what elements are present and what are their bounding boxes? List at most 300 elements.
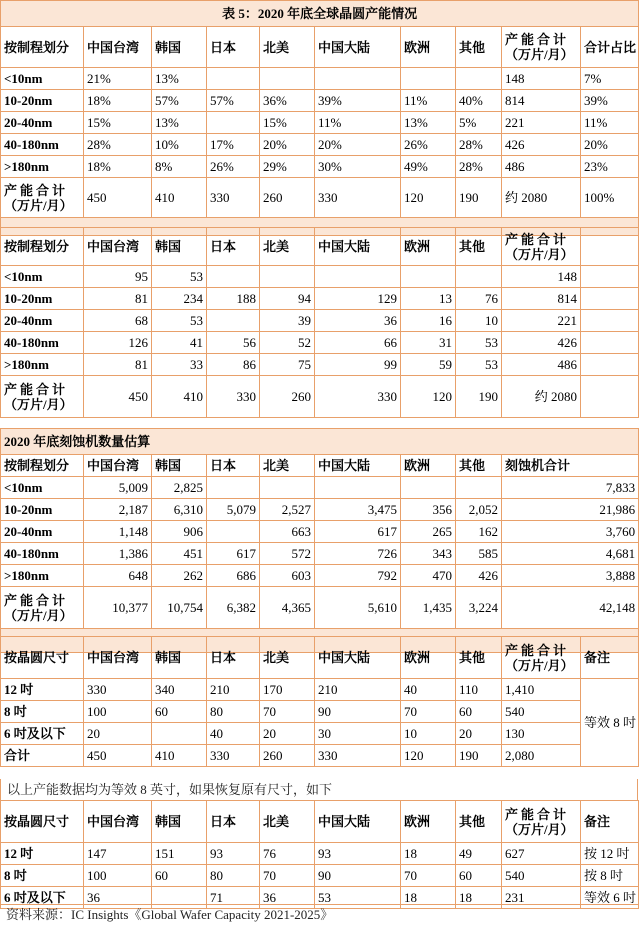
row-label: 6 吋及以下	[1, 887, 84, 909]
data-cell	[401, 68, 456, 90]
col-header-region: 北美	[260, 228, 315, 266]
data-cell: 170	[260, 679, 315, 701]
row-label: 8 吋	[1, 701, 84, 723]
data-cell: 3,475	[315, 499, 401, 521]
table5-body	[1, 843, 639, 909]
data-cell: 20	[84, 723, 152, 745]
col-header-note: 备注	[581, 637, 639, 679]
data-cell: 29%	[260, 156, 315, 178]
data-cell: 234	[152, 288, 207, 310]
source-note: 资料来源：IC Insights《Global Wafer Capacity 2021-2025》	[0, 904, 638, 924]
data-cell: 60	[456, 865, 502, 887]
share-cell: 20%	[581, 134, 639, 156]
data-cell	[260, 266, 315, 288]
data-cell: 40	[207, 723, 260, 745]
data-cell: 663	[260, 521, 315, 543]
header-line: （万片/月）	[505, 246, 574, 262]
data-cell	[207, 310, 260, 332]
note-cell: 等效 8 吋	[581, 679, 639, 767]
data-cell: 60	[152, 865, 207, 887]
row-label: 20-40nm	[1, 521, 84, 543]
col-header-region: 中国大陆	[315, 27, 401, 68]
col-header-region: 日本	[207, 455, 260, 477]
data-cell: 260	[260, 745, 315, 767]
data-cell: 8%	[152, 156, 207, 178]
data-cell: 603	[260, 565, 315, 587]
data-cell: 190	[456, 745, 502, 767]
total-cell: 231	[502, 887, 581, 909]
sum-cell: 330	[207, 376, 260, 418]
sum-cell: 260	[260, 178, 315, 218]
data-cell: 10	[401, 723, 456, 745]
sum-cell: 1,435	[401, 587, 456, 629]
data-cell	[152, 723, 207, 745]
share-cell: 23%	[581, 156, 639, 178]
row-label: >180nm	[1, 565, 84, 587]
sum-cell: 4,365	[260, 587, 315, 629]
col-header-region: 欧洲	[401, 455, 456, 477]
data-cell: 76	[260, 843, 315, 865]
data-cell	[207, 521, 260, 543]
data-cell: 10%	[152, 134, 207, 156]
row-label: 12 吋	[1, 679, 84, 701]
sum-cell: 6,382	[207, 587, 260, 629]
total-cell: 148	[502, 68, 581, 90]
empty-cell	[581, 288, 639, 310]
table-row	[1, 679, 639, 701]
data-cell: 426	[456, 565, 502, 587]
data-cell: 70	[260, 701, 315, 723]
data-cell: 210	[315, 679, 401, 701]
data-cell: 18%	[84, 90, 152, 112]
data-cell: 76	[456, 288, 502, 310]
data-cell: 15%	[84, 112, 152, 134]
header-line: 产能合计	[505, 806, 570, 822]
data-cell: 53	[152, 266, 207, 288]
conversion-note: 以上产能数据均为等效 8 英寸，如果恢复原有尺寸，如下	[0, 779, 638, 800]
data-cell	[207, 68, 260, 90]
data-cell: 81	[84, 354, 152, 376]
data-cell: 262	[152, 565, 207, 587]
empty-cell	[581, 376, 639, 418]
col-header-region: 中国台湾	[84, 455, 152, 477]
sum-cell: 410	[152, 376, 207, 418]
data-cell: 100	[84, 701, 152, 723]
table-row	[1, 701, 639, 723]
col-header-total	[502, 228, 581, 266]
table-row	[1, 266, 639, 288]
col-header-region: 中国大陆	[315, 637, 401, 679]
data-cell: 40%	[456, 90, 502, 112]
col-header-region: 中国大陆	[315, 455, 401, 477]
row-label: 10-20nm	[1, 90, 84, 112]
row-label: >180nm	[1, 156, 84, 178]
sum-row	[1, 587, 639, 629]
table-row	[1, 865, 639, 887]
data-cell: 30%	[315, 156, 401, 178]
data-cell: 11%	[315, 112, 401, 134]
table1-body	[1, 68, 639, 236]
data-cell: 572	[260, 543, 315, 565]
col-header-region: 其他	[456, 455, 502, 477]
wafer-size-table	[0, 636, 639, 767]
col-header-region: 日本	[207, 27, 260, 68]
data-cell: 100	[84, 865, 152, 887]
row-label: 12 吋	[1, 843, 84, 865]
row-label: <10nm	[1, 68, 84, 90]
col-header-region: 韩国	[152, 455, 207, 477]
data-cell	[260, 68, 315, 90]
table-row	[1, 499, 639, 521]
col-header-region: 北美	[260, 455, 315, 477]
header-line: 产能合计	[505, 32, 570, 47]
col-header-region: 欧洲	[401, 228, 456, 266]
data-cell: 36	[84, 887, 152, 909]
data-cell: 95	[84, 266, 152, 288]
data-cell	[207, 477, 260, 499]
data-cell: 13%	[401, 112, 456, 134]
sum-row	[1, 178, 639, 218]
total-cell: 814	[502, 288, 581, 310]
data-cell: 53	[152, 310, 207, 332]
data-cell: 2,187	[84, 499, 152, 521]
header-line: （万片/月）	[505, 657, 574, 673]
data-cell: 60	[152, 701, 207, 723]
sum-label-line: （万片/月）	[4, 197, 73, 213]
data-cell: 585	[456, 543, 502, 565]
data-cell	[456, 68, 502, 90]
total-cell: 540	[502, 865, 581, 887]
data-cell: 94	[260, 288, 315, 310]
col-header-total	[502, 801, 581, 843]
data-cell	[207, 266, 260, 288]
data-cell: 57%	[152, 90, 207, 112]
total-cell: 426	[502, 332, 581, 354]
data-cell: 18	[456, 887, 502, 909]
data-cell: 70	[260, 865, 315, 887]
note-cell: 按 12 吋	[581, 843, 639, 865]
total-cell: 627	[502, 843, 581, 865]
table-row	[1, 354, 639, 376]
sum-cell: 5,610	[315, 587, 401, 629]
sum-cell: 10,377	[84, 587, 152, 629]
table4-body	[1, 679, 639, 767]
total-cell: 221	[502, 310, 581, 332]
data-cell: 39%	[315, 90, 401, 112]
row-label: 10-20nm	[1, 499, 84, 521]
col-header-region: 中国台湾	[84, 637, 152, 679]
data-cell: 648	[84, 565, 152, 587]
row-label: 8 吋	[1, 865, 84, 887]
data-cell	[401, 477, 456, 499]
data-cell: 31	[401, 332, 456, 354]
empty-cell	[581, 332, 639, 354]
data-cell: 13	[401, 288, 456, 310]
total-cell: 426	[502, 134, 581, 156]
sum-cell: 120	[401, 376, 456, 418]
header-line: （万片/月）	[505, 47, 574, 62]
data-cell: 451	[152, 543, 207, 565]
sum-cell: 260	[260, 376, 315, 418]
data-cell: 5,009	[84, 477, 152, 499]
data-cell: 75	[260, 354, 315, 376]
table-row	[1, 134, 639, 156]
col-header-region: 韩国	[152, 637, 207, 679]
data-cell: 16	[401, 310, 456, 332]
data-cell: 120	[401, 745, 456, 767]
data-cell: 40	[401, 679, 456, 701]
col-header-share: 合计占比	[581, 27, 639, 68]
data-cell: 151	[152, 843, 207, 865]
header-line: 产能合计	[505, 231, 570, 247]
table-row	[1, 521, 639, 543]
sum-total-cell: 约 2080	[502, 376, 581, 418]
data-cell: 20	[456, 723, 502, 745]
table-title: 表 5：2020 年底全球晶圆产能情况	[1, 1, 639, 27]
col-header-region: 欧洲	[401, 27, 456, 68]
header-line: 产能合计	[505, 642, 570, 658]
col-header-region: 北美	[260, 801, 315, 843]
col-header-region: 欧洲	[401, 637, 456, 679]
row-label-sum	[1, 587, 84, 629]
data-cell: 39	[260, 310, 315, 332]
share-cell: 7%	[581, 68, 639, 90]
empty-cell	[581, 228, 639, 266]
data-cell	[260, 477, 315, 499]
data-cell: 330	[84, 679, 152, 701]
total-cell: 130	[502, 723, 581, 745]
data-cell: 17%	[207, 134, 260, 156]
col-header-region: 中国台湾	[84, 27, 152, 68]
data-cell: 21%	[84, 68, 152, 90]
sum-label-line: 产能合计	[4, 182, 69, 198]
data-cell: 49	[456, 843, 502, 865]
total-cell: 486	[502, 156, 581, 178]
data-cell: 20	[260, 723, 315, 745]
data-cell: 470	[401, 565, 456, 587]
capacity-share-table	[0, 0, 639, 236]
col-header-region: 韩国	[152, 801, 207, 843]
sum-cell: 330	[315, 376, 401, 418]
data-cell: 330	[207, 745, 260, 767]
table-row	[1, 477, 639, 499]
data-cell: 18	[401, 843, 456, 865]
data-cell: 70	[401, 865, 456, 887]
capacity-value-table	[0, 227, 639, 418]
data-cell: 210	[207, 679, 260, 701]
sum-cell: 450	[84, 376, 152, 418]
col-header-process: 按制程划分	[1, 27, 84, 68]
col-header-region: 其他	[456, 228, 502, 266]
data-cell: 30	[315, 723, 401, 745]
col-header-process: 按制程划分	[1, 228, 84, 266]
col-header-region: 日本	[207, 637, 260, 679]
total-cell: 4,681	[502, 543, 639, 565]
table-row	[1, 745, 639, 767]
row-label: 40-180nm	[1, 543, 84, 565]
data-cell: 6,310	[152, 499, 207, 521]
data-cell: 343	[401, 543, 456, 565]
data-cell: 80	[207, 701, 260, 723]
col-header-region: 日本	[207, 801, 260, 843]
total-cell: 1,410	[502, 679, 581, 701]
data-cell: 71	[207, 887, 260, 909]
sum-cell: 330	[207, 178, 260, 218]
total-cell: 7,833	[502, 477, 639, 499]
data-cell: 90	[315, 865, 401, 887]
data-cell: 2,825	[152, 477, 207, 499]
total-cell: 221	[502, 112, 581, 134]
data-cell: 617	[207, 543, 260, 565]
col-header-region: 中国台湾	[84, 801, 152, 843]
sum-label-line: 产能合计	[4, 381, 69, 397]
share-cell: 11%	[581, 112, 639, 134]
data-cell: 2,527	[260, 499, 315, 521]
data-cell: 36	[260, 887, 315, 909]
data-cell: 162	[456, 521, 502, 543]
data-cell: 90	[315, 701, 401, 723]
table-row	[1, 565, 639, 587]
col-header-region: 韩国	[152, 228, 207, 266]
data-cell: 340	[152, 679, 207, 701]
data-cell: 726	[315, 543, 401, 565]
data-cell: 53	[315, 887, 401, 909]
col-header-region: 韩国	[152, 27, 207, 68]
wafer-size-original-table	[0, 800, 639, 909]
sum-cell: 410	[152, 178, 207, 218]
data-cell: 5%	[456, 112, 502, 134]
row-label-sum	[1, 178, 84, 218]
data-cell: 33	[152, 354, 207, 376]
col-header-total	[502, 637, 581, 679]
col-header-process: 按制程划分	[1, 455, 84, 477]
sum-cell: 10,754	[152, 587, 207, 629]
total-cell: 540	[502, 701, 581, 723]
data-cell: 686	[207, 565, 260, 587]
table-row	[1, 543, 639, 565]
total-cell: 21,986	[502, 499, 639, 521]
row-label: <10nm	[1, 477, 84, 499]
total-cell: 3,760	[502, 521, 639, 543]
sum-label-line: 产能合计	[4, 592, 69, 608]
col-header-region: 中国大陆	[315, 228, 401, 266]
data-cell: 450	[84, 745, 152, 767]
col-header-region: 北美	[260, 637, 315, 679]
data-cell: 15%	[260, 112, 315, 134]
data-cell: 18	[401, 887, 456, 909]
data-cell: 1,148	[84, 521, 152, 543]
table-row	[1, 332, 639, 354]
sum-cell: 190	[456, 178, 502, 218]
row-label: >180nm	[1, 354, 84, 376]
data-cell: 10	[456, 310, 502, 332]
row-label: 6 吋及以下	[1, 723, 84, 745]
data-cell: 13%	[152, 112, 207, 134]
data-cell: 53	[456, 354, 502, 376]
data-cell: 28%	[84, 134, 152, 156]
data-cell: 410	[152, 745, 207, 767]
table-row	[1, 843, 639, 865]
data-cell: 36%	[260, 90, 315, 112]
col-header-region: 中国大陆	[315, 801, 401, 843]
table-row	[1, 723, 639, 745]
data-cell: 129	[315, 288, 401, 310]
data-cell: 52	[260, 332, 315, 354]
data-cell: 49%	[401, 156, 456, 178]
data-cell: 188	[207, 288, 260, 310]
data-cell	[401, 266, 456, 288]
col-header-note: 备注	[581, 801, 639, 843]
col-header-etcher-total: 刻蚀机合计	[502, 455, 639, 477]
data-cell: 11%	[401, 90, 456, 112]
table-row	[1, 68, 639, 90]
data-cell: 2,052	[456, 499, 502, 521]
data-cell: 36	[315, 310, 401, 332]
empty-cell	[581, 310, 639, 332]
data-cell: 26%	[401, 134, 456, 156]
col-header-total	[502, 27, 581, 68]
data-cell: 99	[315, 354, 401, 376]
col-header-region: 北美	[260, 27, 315, 68]
empty-cell	[581, 354, 639, 376]
sum-total-cell: 42,148	[502, 587, 639, 629]
row-label: 20-40nm	[1, 310, 84, 332]
data-cell: 28%	[456, 134, 502, 156]
sum-label-line: （万片/月）	[4, 607, 73, 623]
data-cell: 110	[456, 679, 502, 701]
total-cell: 486	[502, 354, 581, 376]
table-row	[1, 310, 639, 332]
col-header-region: 其他	[456, 637, 502, 679]
data-cell: 20%	[315, 134, 401, 156]
data-cell: 93	[315, 843, 401, 865]
data-cell: 5,079	[207, 499, 260, 521]
row-label-sum	[1, 376, 84, 418]
data-cell	[315, 266, 401, 288]
data-cell: 20%	[260, 134, 315, 156]
data-cell: 60	[456, 701, 502, 723]
etcher-table-title: 2020 年底刻蚀机数量估算	[1, 429, 639, 455]
col-header-size: 按晶圆尺寸	[1, 801, 84, 843]
data-cell: 68	[84, 310, 152, 332]
data-cell: 356	[401, 499, 456, 521]
data-cell: 147	[84, 843, 152, 865]
table3-body	[1, 477, 639, 653]
data-cell	[315, 68, 401, 90]
table-row	[1, 288, 639, 310]
etcher-count-table	[0, 428, 639, 653]
data-cell: 1,386	[84, 543, 152, 565]
data-cell: 265	[401, 521, 456, 543]
data-cell: 70	[401, 701, 456, 723]
table2-body	[1, 266, 639, 418]
data-cell: 66	[315, 332, 401, 354]
data-cell: 28%	[456, 156, 502, 178]
total-cell: 3,888	[502, 565, 639, 587]
data-cell: 56	[207, 332, 260, 354]
header-line: （万片/月）	[505, 821, 574, 837]
total-cell: 814	[502, 90, 581, 112]
col-header-region: 日本	[207, 228, 260, 266]
row-label: 20-40nm	[1, 112, 84, 134]
row-label: 40-180nm	[1, 134, 84, 156]
note-cell: 等效 6 吋	[581, 887, 639, 909]
row-label: 40-180nm	[1, 332, 84, 354]
sum-cell: 3,224	[456, 587, 502, 629]
data-cell	[315, 477, 401, 499]
data-cell: 86	[207, 354, 260, 376]
sum-label-line: （万片/月）	[4, 396, 73, 412]
